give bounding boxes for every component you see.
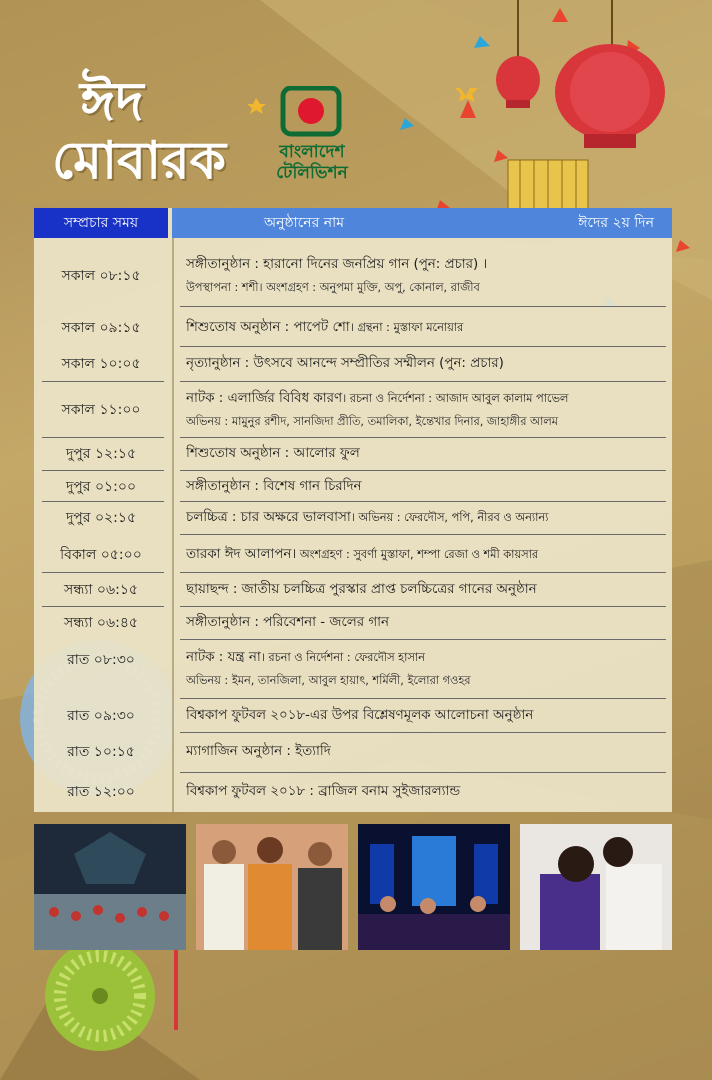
row-program — [186, 440, 666, 468]
broadcast-time-header: সম্প্রচার সময় — [34, 208, 168, 238]
schedule-row — [34, 734, 672, 770]
row-divider — [180, 501, 666, 502]
row-time: রাত ১২:০০ — [67, 784, 135, 800]
dance-performance-photo — [34, 824, 186, 950]
schedule-row — [34, 538, 672, 572]
row-program-credit: । অভিনয় : ফেরদৌস, পপি, নীরব ও অন্যান্য — [350, 511, 549, 524]
row-time: দুপুর ১২:১৫ — [65, 446, 137, 462]
row-program-main: ছায়াছন্দ : জাতীয় চলচ্চিত্র পুরস্কার প্রাপ্ত চলচ্চিত্রের গানের অনুষ্ঠান — [186, 582, 537, 597]
schedule-row — [34, 608, 672, 638]
row-divider — [180, 381, 666, 382]
row-program — [186, 473, 666, 501]
row-program-main: বিশ্বকাপ ফুটবল ২০১৮-এর উপর বিশ্লেষণমূলক আলোচনা অনুষ্ঠান — [186, 708, 534, 723]
schedule-row — [34, 246, 672, 306]
schedule-table — [34, 208, 672, 812]
row-program — [186, 503, 666, 533]
row-divider — [180, 346, 666, 347]
row-time: রাত ০৮:৩০ — [67, 652, 135, 668]
row-divider-left — [42, 501, 164, 502]
row-program — [186, 608, 666, 638]
schedule-row — [34, 774, 672, 810]
row-divider — [180, 732, 666, 733]
row-program-main-line — [186, 507, 666, 529]
row-program-main-line — [186, 544, 666, 566]
row-divider — [180, 606, 666, 607]
row-divider — [180, 639, 666, 640]
row-divider — [180, 437, 666, 438]
channel-name-line2: টেলিভিশন — [276, 163, 348, 183]
row-program — [186, 642, 666, 696]
photo-strip — [34, 824, 672, 950]
eid-mubarak-title — [52, 40, 252, 190]
row-time: দুপুর ০১:০০ — [65, 479, 137, 495]
row-program — [186, 310, 666, 346]
channel-name-line1: বাংলাদেশ — [279, 142, 345, 162]
eid-title-line1: ঈদ — [80, 69, 144, 133]
schedule-row — [34, 503, 672, 533]
row-program-credit: অংশগ্রহণ : সুবর্ণা মুস্তাফা, শম্পা রেজা ও শমী কায়সার — [296, 548, 539, 561]
schedule-row — [34, 574, 672, 606]
header — [0, 0, 712, 210]
musicians-photo — [196, 824, 348, 950]
row-time: সকাল ১০:০৫ — [61, 356, 141, 372]
row-divider — [180, 572, 666, 573]
row-program — [186, 700, 666, 732]
row-program-main: চলচ্চিত্র : চার অক্ষরে ভালবাসা — [186, 510, 351, 525]
schedule-row — [34, 383, 672, 437]
eid-title-line2: মোবারক — [52, 130, 227, 191]
talk-show-photo — [358, 824, 510, 950]
row-time: সকাল ১১:০০ — [61, 402, 141, 418]
row-program — [186, 383, 666, 437]
row-program-main: শিশুতোষ অনুষ্ঠান : পাপেট শো — [186, 320, 350, 335]
row-time: বিকাল ০৫:০০ — [60, 547, 142, 563]
row-time: সন্ধ্যা ০৬:৪৫ — [64, 615, 138, 631]
channel-name — [232, 142, 392, 184]
row-program-main-line — [186, 388, 666, 410]
schedule-row — [34, 440, 672, 468]
row-program — [186, 774, 666, 810]
row-program-sub: উপস্থাপনা : শশী। অংশগ্রহণ : অনুপমা মুক্তি, অপু, কোনাল, রাজীব — [186, 281, 480, 294]
row-program-main: শিশুতোষ অনুষ্ঠান : আলোর ফুল — [186, 446, 360, 461]
row-program-credit: । রচনা ও নির্দেশনা : ফেরদৌস হাসান — [260, 651, 425, 664]
row-program-main: সঙ্গীতানুষ্ঠান : বিশেষ গান চিরদিন — [186, 479, 362, 494]
row-divider — [180, 306, 666, 307]
row-program-main: নাটক : এলার্জির বিবিধ কারণ — [186, 391, 343, 406]
row-program-main: সঙ্গীতানুষ্ঠান : পরিবেশনা - জলের গান — [186, 615, 389, 630]
drama-photo — [520, 824, 672, 950]
row-time: সকাল ০৯:১৫ — [61, 320, 141, 336]
row-program-sub: অভিনয় : মামুনুর রশীদ, সানজিদা প্রীতি, তমালিকা, ইন্তেখার দিনার, জাহাঙ্গীর আলম — [186, 415, 558, 428]
row-program-credit: । গ্রন্থনা : মুস্তাফা মনোয়ার — [349, 321, 464, 334]
schedule-row — [34, 700, 672, 732]
row-program — [186, 348, 666, 380]
row-program-sub: অভিনয় : ইমন, তানজিলা, আবুল হায়াৎ, শর্মিলী, ইলোরা গওহর — [186, 674, 471, 687]
row-program-main: তারকা ঈদ আলাপন। — [186, 547, 297, 562]
row-time: রাত ১০:১৫ — [67, 744, 135, 760]
row-program-main-line — [186, 647, 666, 669]
schedule-row — [34, 348, 672, 380]
row-divider — [180, 470, 666, 471]
row-program-credit: । রচনা ও নির্দেশনা : আজাদ আবুল কালাম পাভেল — [342, 392, 569, 405]
row-program — [186, 734, 666, 770]
row-program-main: সঙ্গীতানুষ্ঠান : হারানো দিনের জনপ্রিয় গান (পুন: প্রচার) । — [186, 257, 488, 272]
row-divider-left — [42, 572, 164, 573]
row-program-main: ম্যাগাজিন অনুষ্ঠান : ইত্যাদি — [186, 744, 331, 759]
program-name-header — [172, 208, 672, 238]
row-program-main-line — [186, 317, 666, 339]
schedule-row — [34, 642, 672, 696]
row-divider-left — [42, 470, 164, 471]
row-program-main: নৃত্যানুষ্ঠান : উৎসবে আনন্দে সম্প্রীতির সম্মীলন (পুন: প্রচার) — [186, 356, 504, 371]
row-time: দুপুর ০২:১৫ — [65, 510, 137, 526]
row-divider — [180, 698, 666, 699]
row-program — [186, 538, 666, 572]
row-program-main: বিশ্বকাপ ফুটবল ২০১৮ : ব্রাজিল বনাম সুইজারল্যান্ড — [186, 784, 461, 799]
row-program-main: নাটক : যন্ত্র না — [186, 650, 261, 665]
row-divider — [180, 772, 666, 773]
row-time: সকাল ০৮:১৫ — [61, 268, 141, 284]
row-program — [186, 574, 666, 606]
row-divider-left — [42, 606, 164, 607]
schedule-row — [34, 310, 672, 346]
row-divider-left — [42, 437, 164, 438]
schedule-row — [34, 473, 672, 501]
row-program — [186, 246, 666, 306]
row-time: সন্ধ্যা ০৬:১৫ — [64, 582, 138, 598]
program-name-label: অনুষ্ঠানের নাম — [264, 215, 344, 231]
eid-day-label: ঈদের ২য় দিন — [578, 215, 654, 231]
row-divider — [180, 534, 666, 535]
row-time: রাত ০৯:৩০ — [67, 708, 135, 724]
row-divider-left — [42, 381, 164, 382]
